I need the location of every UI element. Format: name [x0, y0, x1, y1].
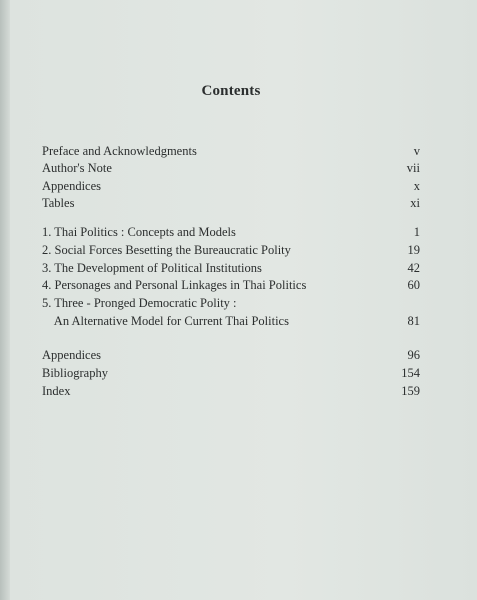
toc-chapter-label: 4. Personages and Personal Linkages in Thai Politics [42, 278, 307, 292]
toc-chapter [42, 276, 420, 294]
toc-chapter-page: 60 [407, 278, 420, 292]
toc-entry [42, 382, 420, 400]
toc-entry [42, 159, 420, 177]
toc-entry-page: vii [406, 161, 420, 175]
toc-entry [42, 364, 420, 382]
toc-entry-page: 96 [407, 348, 420, 362]
toc-entry-page: 159 [401, 384, 420, 398]
toc-entry-label: Tables [42, 196, 75, 210]
toc-chapter [42, 294, 420, 312]
toc-chapter-label: An Alternative Model for Current Thai Politics [42, 314, 289, 328]
toc-entry [42, 142, 420, 160]
toc-entry-page: v [413, 144, 420, 158]
toc-chapter-label: 5. Three - Pronged Democratic Polity : [42, 296, 237, 310]
toc-chapter [42, 259, 420, 277]
toc-entry-label: Preface and Acknowledgments [42, 144, 197, 158]
toc-entry [42, 177, 420, 195]
toc-chapter [42, 223, 420, 241]
toc-entry-page: 154 [401, 366, 420, 380]
toc-entry-label: Bibliography [42, 366, 108, 380]
toc-entry-label: Appendices [42, 179, 102, 193]
contents-title: Contents [201, 83, 261, 99]
toc-entry-page: xi [410, 196, 420, 210]
toc-entry [42, 194, 420, 212]
toc-entry-page: x [413, 179, 420, 193]
toc-chapter-page: 81 [407, 314, 420, 328]
toc-chapter-page: 1 [413, 225, 420, 239]
toc-entry-label: Index [42, 384, 71, 398]
toc-chapter-label: 2. Social Forces Besetting the Bureaucratic Polity [42, 243, 291, 257]
toc-entry-label: Appendices [42, 348, 102, 362]
toc-entry-label: Author's Note [42, 161, 112, 175]
toc-chapter-page: 19 [407, 243, 420, 257]
toc-chapter [42, 241, 420, 259]
toc-chapter-continuation [42, 312, 420, 330]
toc-chapter-label: 1. Thai Politics : Concepts and Models [42, 225, 236, 239]
toc-chapter-label: 3. The Development of Political Institutions [42, 261, 262, 275]
toc-chapter-page: 42 [407, 261, 420, 275]
toc-entry [42, 346, 420, 364]
